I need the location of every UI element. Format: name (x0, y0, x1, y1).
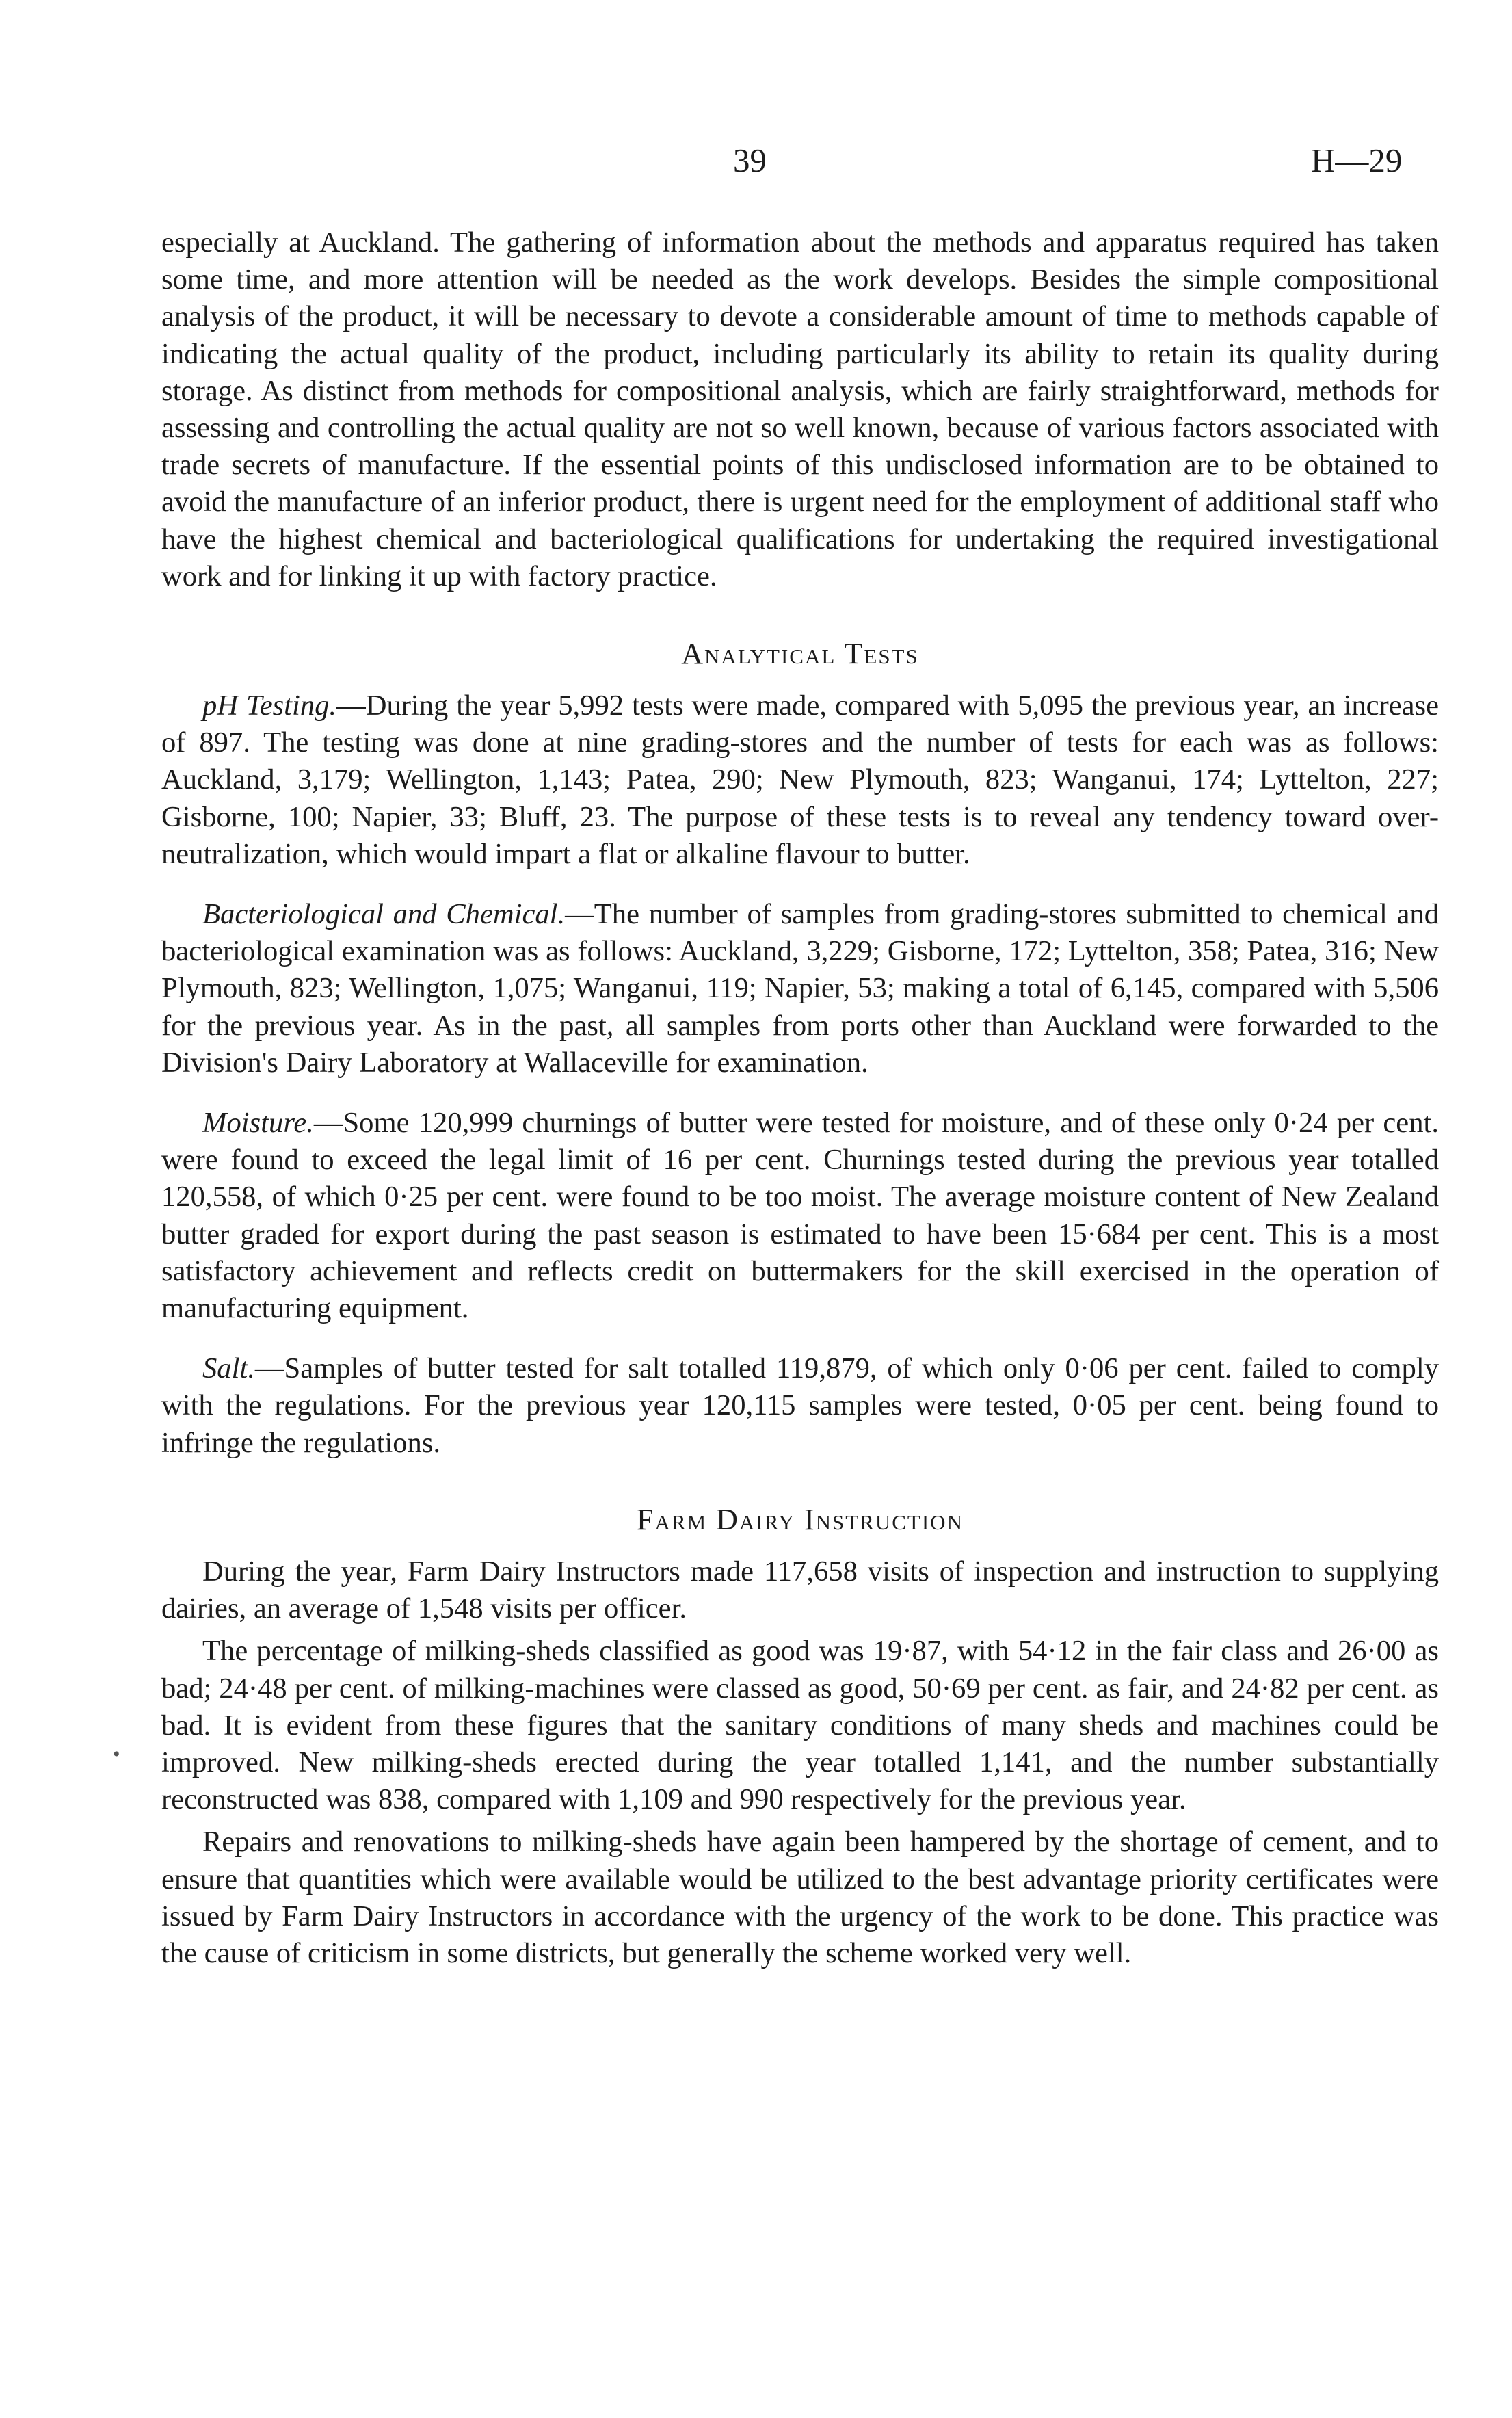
moisture-paragraph (161, 1105, 1439, 1327)
farm-dairy-instruction-heading: Farm Dairy Instruction (637, 1502, 964, 1536)
margin-speck: • (113, 1743, 120, 1765)
bacteriological-title: Bacteriological and Chemical. (202, 898, 566, 931)
ph-testing-text: —During the year 5,992 tests were made, compared with 5,095 the previous year, an increase of 897. The testing was done at nine grading-stores and the number of tests for each was as follows: Auckland, 3,179; Wellington, 1,143; Patea, 290; New Plymouth, 823; Wanganui, 174; Lyttelton, 227; Gisborne, 100; Napier, 33; Bluff, 23. The purpose of these tests is to reveal any tendency toward over-neutralization, which would impart a flat or alkaline flavour to butter. (161, 689, 1440, 870)
ph-testing-paragraph (161, 687, 1439, 873)
text-column (161, 224, 1439, 1972)
ph-testing-title: pH Testing. (202, 689, 337, 722)
farm-dairy-paragraph-3: Repairs and renovations to milking-sheds have again been hampered by the shortage of cement, and to ensure that quantities which were available would be utilized to the best advantage priority certificates were issued by Farm Dairy Instructors in accordance with the urgency of the work to be done. This practice was the cause of criticism in some districts, but generally the scheme worked very well. (161, 1826, 1439, 1969)
analytical-tests-heading: Analytical Tests (681, 637, 919, 671)
salt-title: Salt. (202, 1352, 255, 1385)
bacteriological-paragraph (161, 896, 1439, 1081)
document-reference: H—29 (1311, 142, 1403, 179)
farm-dairy-paragraph-1: During the year, Farm Dairy Instructors made 117,658 visits of inspection and instruction to supplying dairies, an average of 1,548 visits per officer. (161, 1555, 1439, 1625)
salt-text: —Samples of butter tested for salt totalled 119,879, of which only 0·06 per cent. failed to comply with the regulations. For the previous year 120,115 samples were tested, 0·05 per cent. being found to infringe the regulations. (161, 1352, 1439, 1459)
bacteriological-text: —The number of samples from grading-stores submitted to chemical and bacteriological examination was as follows: Auckland, 3,229; Gisborne, 172; Lyttelton, 358; Patea, 316; New Plymouth, 823; Wellington, 1,075; Wanganui, 119; Napier, 53; making a total of 6,145, compared with 5,506 for the previous year. As in the past, all samples from ports other than Auckland were forwarded to the Division's Dairy Laboratory at Wallaceville for examination. (161, 898, 1439, 1079)
moisture-text: —Some 120,999 churnings of butter were tested for moisture, and of these only 0·24 per cent. were found to exceed the legal limit of 16 per cent. Churnings tested during the previous year totalled 120,558, of which 0·25 per cent. were found to be too moist. The average moisture content of New Zealand butter graded for export during the past season is estimated to have been 15·684 per cent. This is a most satisfactory achievement and reflects credit on buttermakers for the skill exercised in the operation of manufacturing equipment. (161, 1107, 1439, 1325)
page-number: 39 (733, 142, 767, 179)
moisture-title: Moisture. (202, 1107, 314, 1140)
intro-paragraph: especially at Auckland. The gathering of information about the methods and apparatus required has taken some time, and more attention will be needed as the work develops. Besides the simple compositional analysis of the product, it will be necessary to devote a considerable amount of time to methods capable of indicating the actual quality of the product, including particularly its ability to retain its quality during storage. As distinct from methods for compositional analysis, which are fairly straightforward, methods for assessing and controlling the actual quality are not so well known, because of various factors associated with trade secrets of manufacture. If the essential points of this undisclosed information are to be obtained to avoid the manufacture of an inferior product, there is urgent need for the employment of additional staff who have the highest chemical and bacteriological qualifications for undertaking the required investigational work and for linking it up with factory practice. (161, 226, 1439, 592)
farm-dairy-paragraph-2: The percentage of milking-sheds classified as good was 19·87, with 54·12 in the fair class and 26·00 as bad; 24·48 per cent. of milking-machines were classed as good, 50·69 per cent. as fair, and 24·82 per cent. as bad. It is evident from these figures that the sanitary conditions of many sheds and machines could be improved. New milking-sheds erected during the year totalled 1,141, and the number substantially reconstructed was 838, compared with 1,109 and 990 respectively for the previous year. (161, 1635, 1439, 1816)
salt-paragraph (161, 1350, 1439, 1462)
